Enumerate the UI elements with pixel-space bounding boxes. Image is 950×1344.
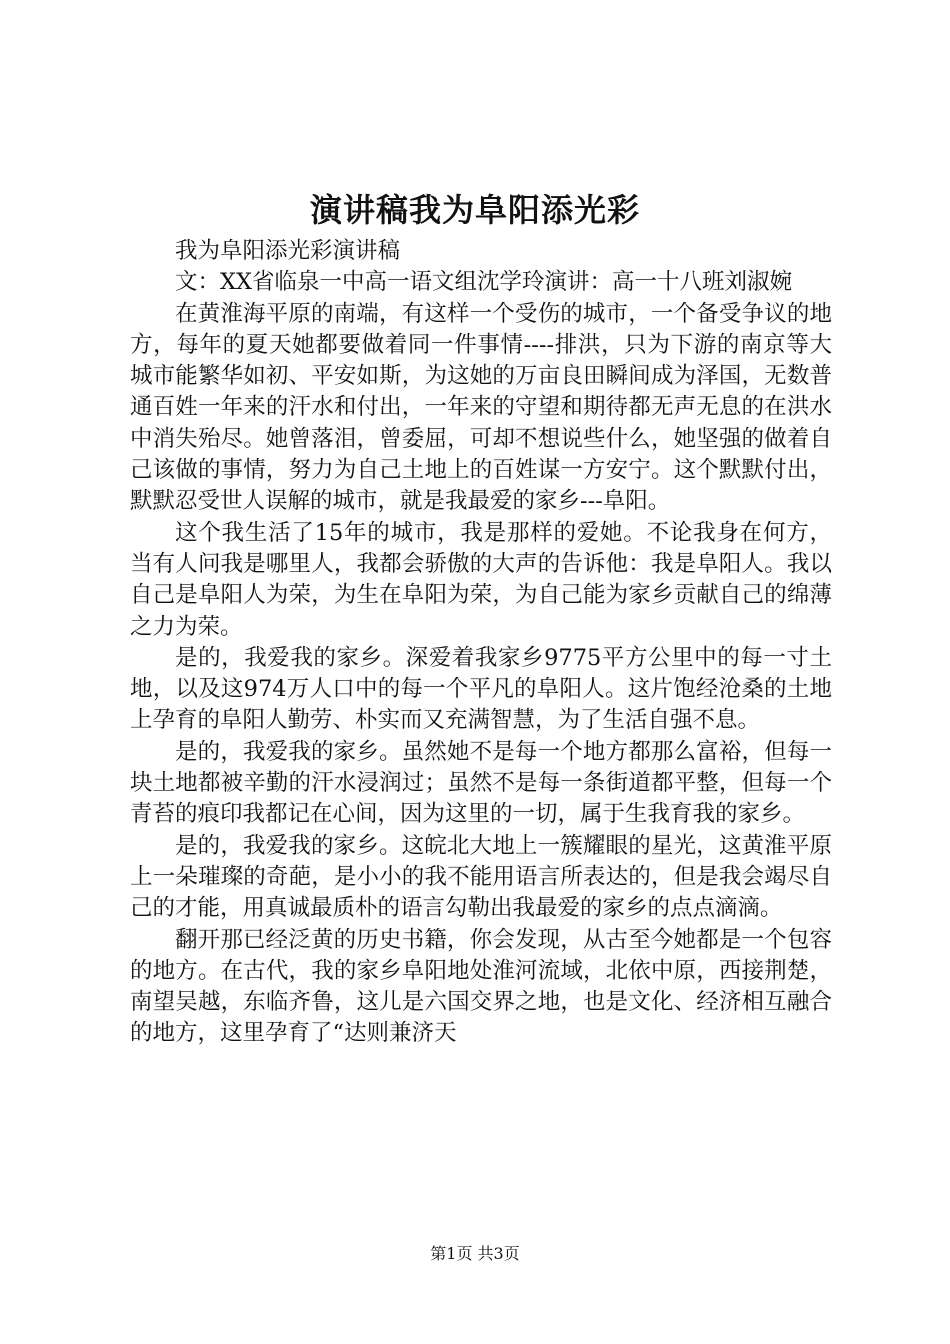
page-number-footer: 第1页 共3页	[430, 1244, 520, 1263]
paragraph-byline: 文：XX省临泉一中高一语文组沈学玲演讲：高一十八班刘淑婉	[175, 269, 793, 296]
document-title: 演讲稿我为阜阳添光彩	[309, 191, 640, 229]
paragraph: 是的，我爱我的家乡。这皖北大地上一簇耀眼的星光，这黄淮平原上一朵璀璨的奇葩，是小小的我不能用语言所表达的，但是我会竭尽自己的才能，用真诚最质朴的语言勾勒出我最爱的家乡的点点滴滴。	[130, 832, 832, 922]
paragraph-subtitle: 我为阜阳添光彩演讲稿	[175, 238, 401, 264]
paragraph: 是的，我爱我的家乡。深爱着我家乡9775平方公里中的每一寸土地，以及这974万人口中的每一个平凡的阜阳人。这片饱经沧桑的土地上孕育的阜阳人勤劳、朴实而又充满智慧，为了生活自强不息。	[130, 644, 832, 734]
paragraph: 翻开那已经泛黄的历史书籍，你会发现，从古至今她都是一个包容的地方。在古代，我的家乡阜阳地处淮河流域，北依中原，西接荆楚，南望吴越，东临齐鲁，这儿是六国交界之地，也是文化、经济相互融合的地方，这里孕育了“达则兼济天	[130, 926, 832, 1047]
paragraph: 是的，我爱我的家乡。虽然她不是每一个地方都那么富裕，但每一块土地都被辛勤的汗水浸润过；虽然不是每一条街道都平整，但每一个青苔的痕印我都记在心间，因为这里的一切，属于生我育我的家乡。	[130, 738, 832, 828]
paragraph: 在黄淮海平原的南端，有这样一个受伤的城市，一个备受争议的地方，每年的夏天她都要做着同一件事情----排洪，只为下游的南京等大城市能繁华如初、平安如斯，为这她的万亩良田瞬间成为泽国，无数普通百姓一年来的汗水和付出，一年来的守望和期待都无声无息的在洪水中消失殆尽。她曾落泪，曾委屈，可却不想说些什么，她坚强的做着自己该做的事情，努力为自己土地上的百姓谋一方安宁。这个默默付出，默默忍受世人误解的城市，就是我最爱的家乡---阜阳。	[130, 300, 832, 515]
document-body	[130, 236, 832, 1050]
paragraph: 这个我生活了15年的城市，我是那样的爱她。不论我身在何方，当有人问我是哪里人，我都会骄傲的大声的告诉他：我是阜阳人。我以自己是阜阳人为荣，为生在阜阳为荣，为自己能为家乡贡献自己的绵薄之力为荣。	[130, 519, 832, 640]
